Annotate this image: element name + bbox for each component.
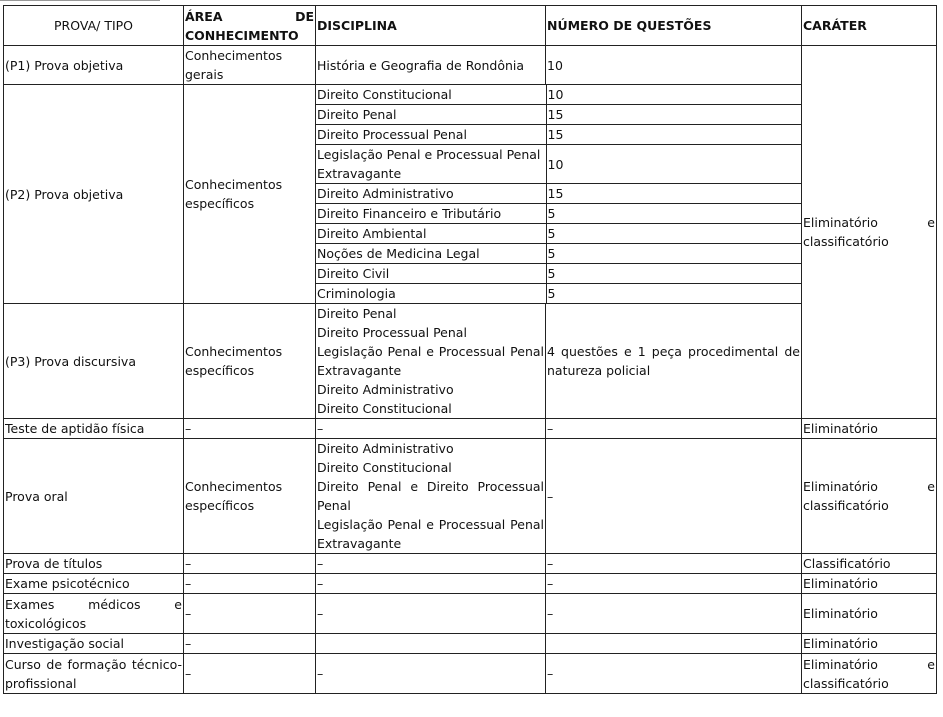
header-area: ÁREA DE CONHECIMENTO (184, 6, 316, 46)
cell-questoes: – (546, 554, 802, 574)
cell-carater: Eliminatório e classificatório (802, 439, 937, 554)
cell-disciplina: Direito Penal (316, 105, 546, 125)
cell-disciplina: Direito Ambiental (316, 224, 546, 244)
subtable-row (316, 284, 802, 304)
cell-area: – (184, 574, 316, 594)
table-row (4, 46, 937, 85)
cell-disciplina: – (316, 594, 546, 634)
cell-questoes: 5 (546, 284, 802, 304)
cell-area: – (184, 634, 316, 654)
cell-area: Conhecimentos específicos (184, 85, 316, 304)
cell-questoes: – (546, 419, 802, 439)
cell-questoes (546, 634, 802, 654)
subtable-row (316, 244, 802, 264)
cell-area: – (184, 419, 316, 439)
header-carater: CARÁTER (802, 6, 937, 46)
cell-disciplina-list: Direito Administrativo Direito Constitucional Direito Penal e Direito Processual Penal Legislação Penal e Processual Penal Extravagante (316, 439, 546, 554)
table-row (4, 439, 937, 554)
table-row (4, 419, 937, 439)
cell-questoes: 5 (546, 224, 802, 244)
header-row (4, 6, 937, 46)
cell-questoes: 5 (546, 264, 802, 284)
cell-carater: Classificatório (802, 554, 937, 574)
cell-questoes: 15 (546, 184, 802, 204)
header-disciplina: DISCIPLINA (316, 6, 546, 46)
cell-disciplina: Direito Civil (316, 264, 546, 284)
cell-disciplina: Legislação Penal e Processual Penal Extravagante (316, 145, 546, 184)
cell-carater-objetivas: Eliminatório e classificatório (802, 46, 937, 419)
cell-disciplina (316, 634, 546, 654)
cell-area: – (184, 594, 316, 634)
cell-questoes: 10 (546, 85, 802, 105)
exam-structure-table (3, 5, 937, 694)
cell-disciplina: Criminologia (316, 284, 546, 304)
p2-subtable (316, 85, 802, 303)
header-tipo: PROVA/ TIPO (4, 6, 184, 46)
subtable-row (316, 184, 802, 204)
cell-disciplina: Direito Administrativo (316, 184, 546, 204)
cell-tipo: Investigação social (4, 634, 184, 654)
cell-carater: Eliminatório (802, 634, 937, 654)
cell-tipo: (P2) Prova objetiva (4, 85, 184, 304)
subtable-row (316, 204, 802, 224)
cell-disciplina-list: Direito Penal Direito Processual Penal Legislação Penal e Processual Penal Extravagante Direito Administrativo Direito Constitucional (316, 304, 546, 419)
cell-disciplina: Direito Processual Penal (316, 125, 546, 145)
cell-questoes: – (546, 594, 802, 634)
cell-disciplina: – (316, 419, 546, 439)
p2-subtable-cell (316, 85, 802, 304)
table-row (4, 634, 937, 654)
cell-area: – (184, 554, 316, 574)
cell-area: Conhecimentos específicos (184, 304, 316, 419)
cell-disciplina: Direito Constitucional (316, 85, 546, 105)
cell-tipo: Exames médicos e toxicológicos (4, 594, 184, 634)
cell-disciplina: – (316, 574, 546, 594)
table-row (4, 654, 937, 694)
cell-questoes: 15 (546, 105, 802, 125)
cell-disciplina: – (316, 554, 546, 574)
subtable-row (316, 105, 802, 125)
cell-tipo: Prova oral (4, 439, 184, 554)
subtable-row (316, 85, 802, 105)
cell-area: – (184, 654, 316, 694)
exam-table-container (3, 5, 937, 694)
subtable-row (316, 125, 802, 145)
table-row (4, 554, 937, 574)
header-questoes: NÚMERO DE QUESTÕES (546, 6, 802, 46)
cell-carater: Eliminatório (802, 594, 937, 634)
table-row (4, 304, 937, 419)
cell-questoes: – (546, 439, 802, 554)
table-row (4, 594, 937, 634)
cell-carater: Eliminatório e classificatório (802, 654, 937, 694)
cell-tipo: (P3) Prova discursiva (4, 304, 184, 419)
cell-tipo: Prova de títulos (4, 554, 184, 574)
cell-questoes: 5 (546, 204, 802, 224)
cell-questoes: 4 questões e 1 peça procedimental de natureza policial (546, 304, 802, 419)
cell-tipo: Curso de formação técnico-profissional (4, 654, 184, 694)
cell-tipo: Exame psicotécnico (4, 574, 184, 594)
cell-carater: Eliminatório (802, 574, 937, 594)
cell-questoes: – (546, 654, 802, 694)
cell-disciplina: História e Geografia de Rondônia (316, 46, 546, 85)
subtable-row (316, 224, 802, 244)
cell-questoes: 5 (546, 244, 802, 264)
cell-area: Conhecimentos específicos (184, 439, 316, 554)
cell-area: Conhecimentos gerais (184, 46, 316, 85)
table-row (4, 85, 937, 304)
cell-questoes: 15 (546, 125, 802, 145)
cell-carater: Eliminatório (802, 419, 937, 439)
subtable-row (316, 145, 802, 184)
cell-tipo: Teste de aptidão física (4, 419, 184, 439)
subtable-row (316, 264, 802, 284)
cell-questoes: 10 (546, 145, 802, 184)
cell-questoes: – (546, 574, 802, 594)
cell-disciplina: – (316, 654, 546, 694)
table-row (4, 574, 937, 594)
cell-disciplina: Direito Financeiro e Tributário (316, 204, 546, 224)
cell-tipo: (P1) Prova objetiva (4, 46, 184, 85)
cell-questoes: 10 (546, 46, 802, 85)
cell-disciplina: Noções de Medicina Legal (316, 244, 546, 264)
